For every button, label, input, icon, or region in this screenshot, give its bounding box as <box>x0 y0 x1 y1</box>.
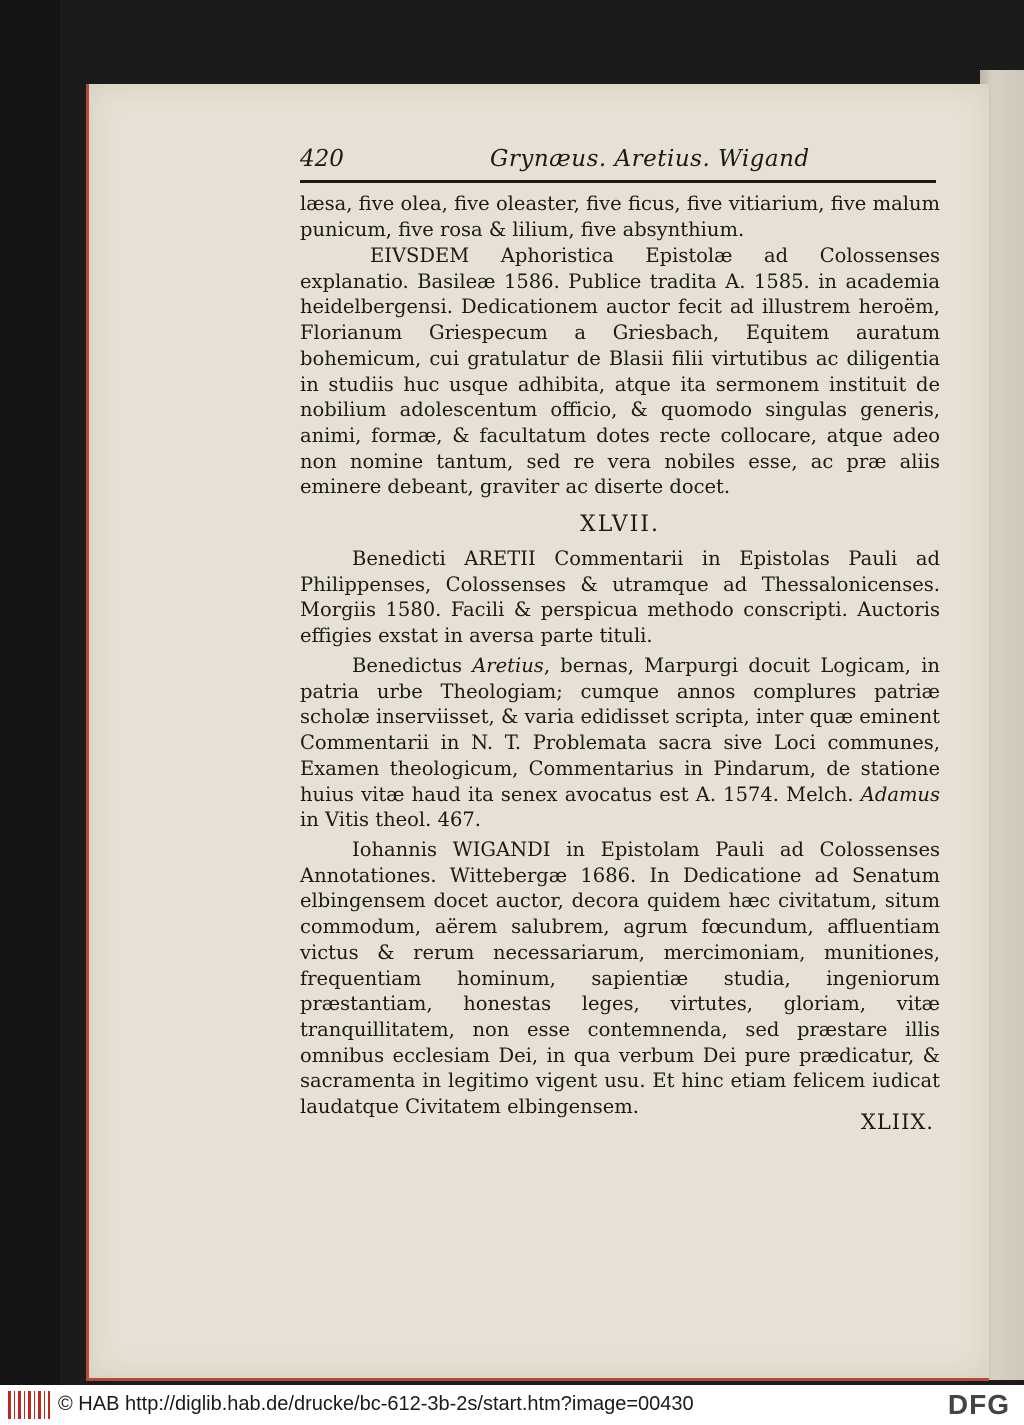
scan-background <box>0 0 60 1385</box>
p4-name-adamus: Adamus <box>860 782 940 806</box>
header-rule <box>300 180 936 183</box>
paragraph-aretii: Benedicti ARETII Commentarii in Epistolas Pauli ad Philippenses, Colossenses & utramque ad Thessalonicenses. Morgiis 1580. Facili & perspicua methodo conscripti. Auctoris effigies exstat in aversa parte tituli. <box>300 547 940 648</box>
dfg-logo: DFG <box>947 1389 1010 1420</box>
footer-credit-link[interactable]: © HAB http://diglib.hab.de/drucke/bc-612-3b-2s/start.htm?image=00430 <box>58 1393 694 1415</box>
page-header <box>300 146 936 182</box>
catchword: XLIIX. <box>860 1110 934 1134</box>
page-number: 420 <box>300 146 344 172</box>
paragraph-eiusdem: EIVSDEM Aphoristica Epistolæ ad Colossenses explanatio. Basileæ 1586. Publice tradita A. 1585. in academia heidelbergensi. Dedicationem auctor fecit ad illustrem heroëm, Florianum Griespecum a Griesbach, Equitem auratum bohemicum, cui gratulatur de Blasii filii virtutibus ac diligentia in studiis huc usque adhibita, atque ita sermonem instituit de nobilium adolescentum officio, & quomodo singulas generis, animi, formæ, & facultatum dotes recte collocare, atque adeo non nomine tantum, sed re vera nobiles esse, ac præ aliis eminere debeant, graviter ac diserte docet. <box>300 244 940 499</box>
running-title: Grynæus. Aretius. Wigand <box>490 146 810 172</box>
paragraph-continuation: læsa, five olea, five oleaster, five ficus, five vitiarium, five malum punicum, five rosa & lilium, five absynthium. <box>300 192 940 241</box>
p4-name-aretius: Aretius <box>472 654 544 677</box>
p4-text-c: in Vitis theol. 467. <box>300 808 481 832</box>
section-heading: XLVII. <box>580 512 660 537</box>
paragraph-benedictus <box>300 653 940 833</box>
paragraph-wigandi: Iohannis WIGANDI in Epistolam Pauli ad Colossenses Annotationes. Wittebergæ 1686. In Dedicatione ad Senatum elbingensem docet auctor, decora quidem hæc civitatum, situm commodum, aërem salubrem, agrum fœcundum, affluentiam victus & rerum necessariarum, mercimoniam, munitiones, frequentiam hominum, sapientiæ studia, ingeniorum præstantiam, honestas leges, virtutes, gloriam, vitæ tranquillitatem, non esse contemnenda, sed præstare illis omnibus ecclesiam Dei, in qua verbum Dei pure prædicatur, & sacramenta in legitimo vigent usu. Et hinc etiam felicem iudicat laudatque Civitatem elbingensem. <box>300 838 940 1119</box>
p4-text-b: , bernas, Marpurgi docuit Logicam, in patria urbe Theologiam; cumque annos complures patriæ scholæ inserviisset, & varia edidisset scripta, inter quæ eminent Commentarii in N. T. Problemata sacra sive Loci communes, Examen theologicum, Commentarius in Pindarum, de statione huius vitæ haud ita senex avocatus est A. 1574. Melch. <box>300 654 940 806</box>
barcode-icon <box>8 1391 50 1419</box>
p4-text-a: Benedictus <box>352 654 473 677</box>
footer-bar <box>0 1385 1024 1425</box>
